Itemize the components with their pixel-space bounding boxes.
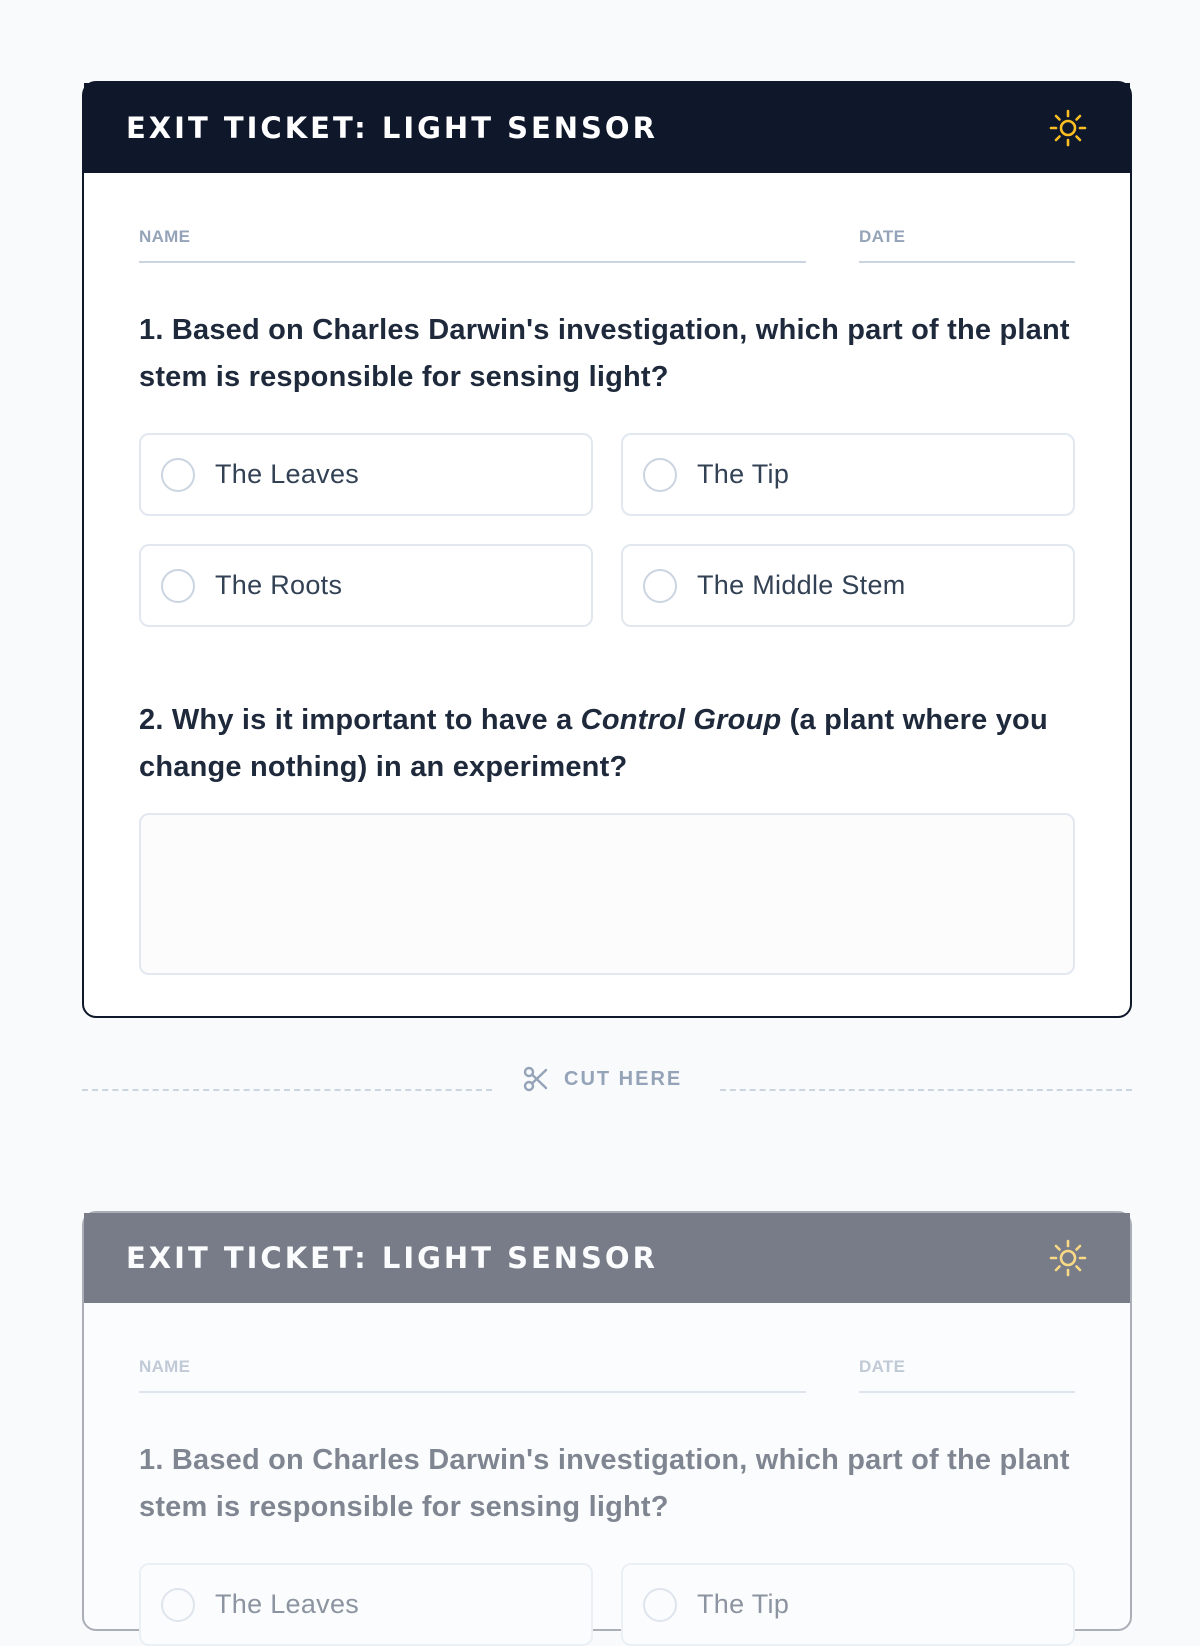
option-label: The Middle Stem (697, 570, 906, 600)
cut-line (82, 1062, 1132, 1102)
option-label: The Leaves (215, 1589, 360, 1619)
name-field[interactable] (139, 1357, 806, 1393)
date-label: DATE (859, 1357, 906, 1376)
ticket-title: EXIT TICKET: LIGHT SENSOR (126, 111, 658, 145)
option-the-roots[interactable] (139, 544, 593, 627)
exit-ticket-card-copy (82, 1211, 1132, 1631)
radio-button[interactable] (161, 569, 195, 603)
question-1-options (139, 433, 1075, 627)
exit-ticket-card (82, 81, 1132, 1018)
ticket-header (84, 83, 1130, 173)
cut-here-label: CUT HERE (564, 1067, 683, 1090)
radio-button[interactable] (643, 458, 677, 492)
sun-icon (1048, 1238, 1088, 1278)
cut-dashes-right (720, 1089, 1132, 1091)
option-the-tip[interactable] (621, 1563, 1075, 1646)
date-label: DATE (859, 227, 906, 246)
cut-dashes-left (82, 1089, 492, 1091)
question-2-emphasis: Control Group (580, 704, 782, 736)
question-2 (139, 697, 1075, 791)
question-1-options (139, 1563, 1075, 1646)
student-info-fields (139, 227, 1075, 263)
option-the-middle-stem[interactable] (621, 544, 1075, 627)
option-label: The Leaves (215, 459, 360, 489)
option-the-leaves[interactable] (139, 433, 593, 516)
name-field[interactable] (139, 227, 806, 263)
radio-button[interactable] (643, 1588, 677, 1622)
radio-button[interactable] (161, 1588, 195, 1622)
question-1: 1. Based on Charles Darwin's investigation, which part of the plant stem is responsible for sensing light? (139, 314, 1070, 393)
ticket-header (84, 1213, 1130, 1303)
name-label: NAME (139, 1357, 191, 1376)
student-info-fields (139, 1357, 1075, 1393)
ticket-title: EXIT TICKET: LIGHT SENSOR (126, 1241, 658, 1275)
option-the-tip[interactable] (621, 433, 1075, 516)
option-label: The Roots (215, 570, 343, 600)
radio-button[interactable] (643, 569, 677, 603)
option-label: The Tip (697, 459, 790, 489)
question-2-answer-input[interactable] (139, 813, 1075, 975)
sun-icon (1048, 108, 1088, 148)
date-field[interactable] (859, 1357, 1075, 1393)
radio-button[interactable] (161, 458, 195, 492)
question-2-prefix: 2. Why is it important to have a (139, 704, 581, 736)
name-label: NAME (139, 227, 191, 246)
option-the-leaves[interactable] (139, 1563, 593, 1646)
option-label: The Tip (697, 1589, 790, 1619)
cut-label-group (522, 1065, 682, 1093)
question-2-suffix: (a plant where you change nothing) in an experiment? (139, 704, 1048, 783)
date-field[interactable] (859, 227, 1075, 263)
scissors-icon (522, 1065, 550, 1093)
question-1: 1. Based on Charles Darwin's investigation, which part of the plant stem is responsible for sensing light? (139, 1444, 1070, 1523)
